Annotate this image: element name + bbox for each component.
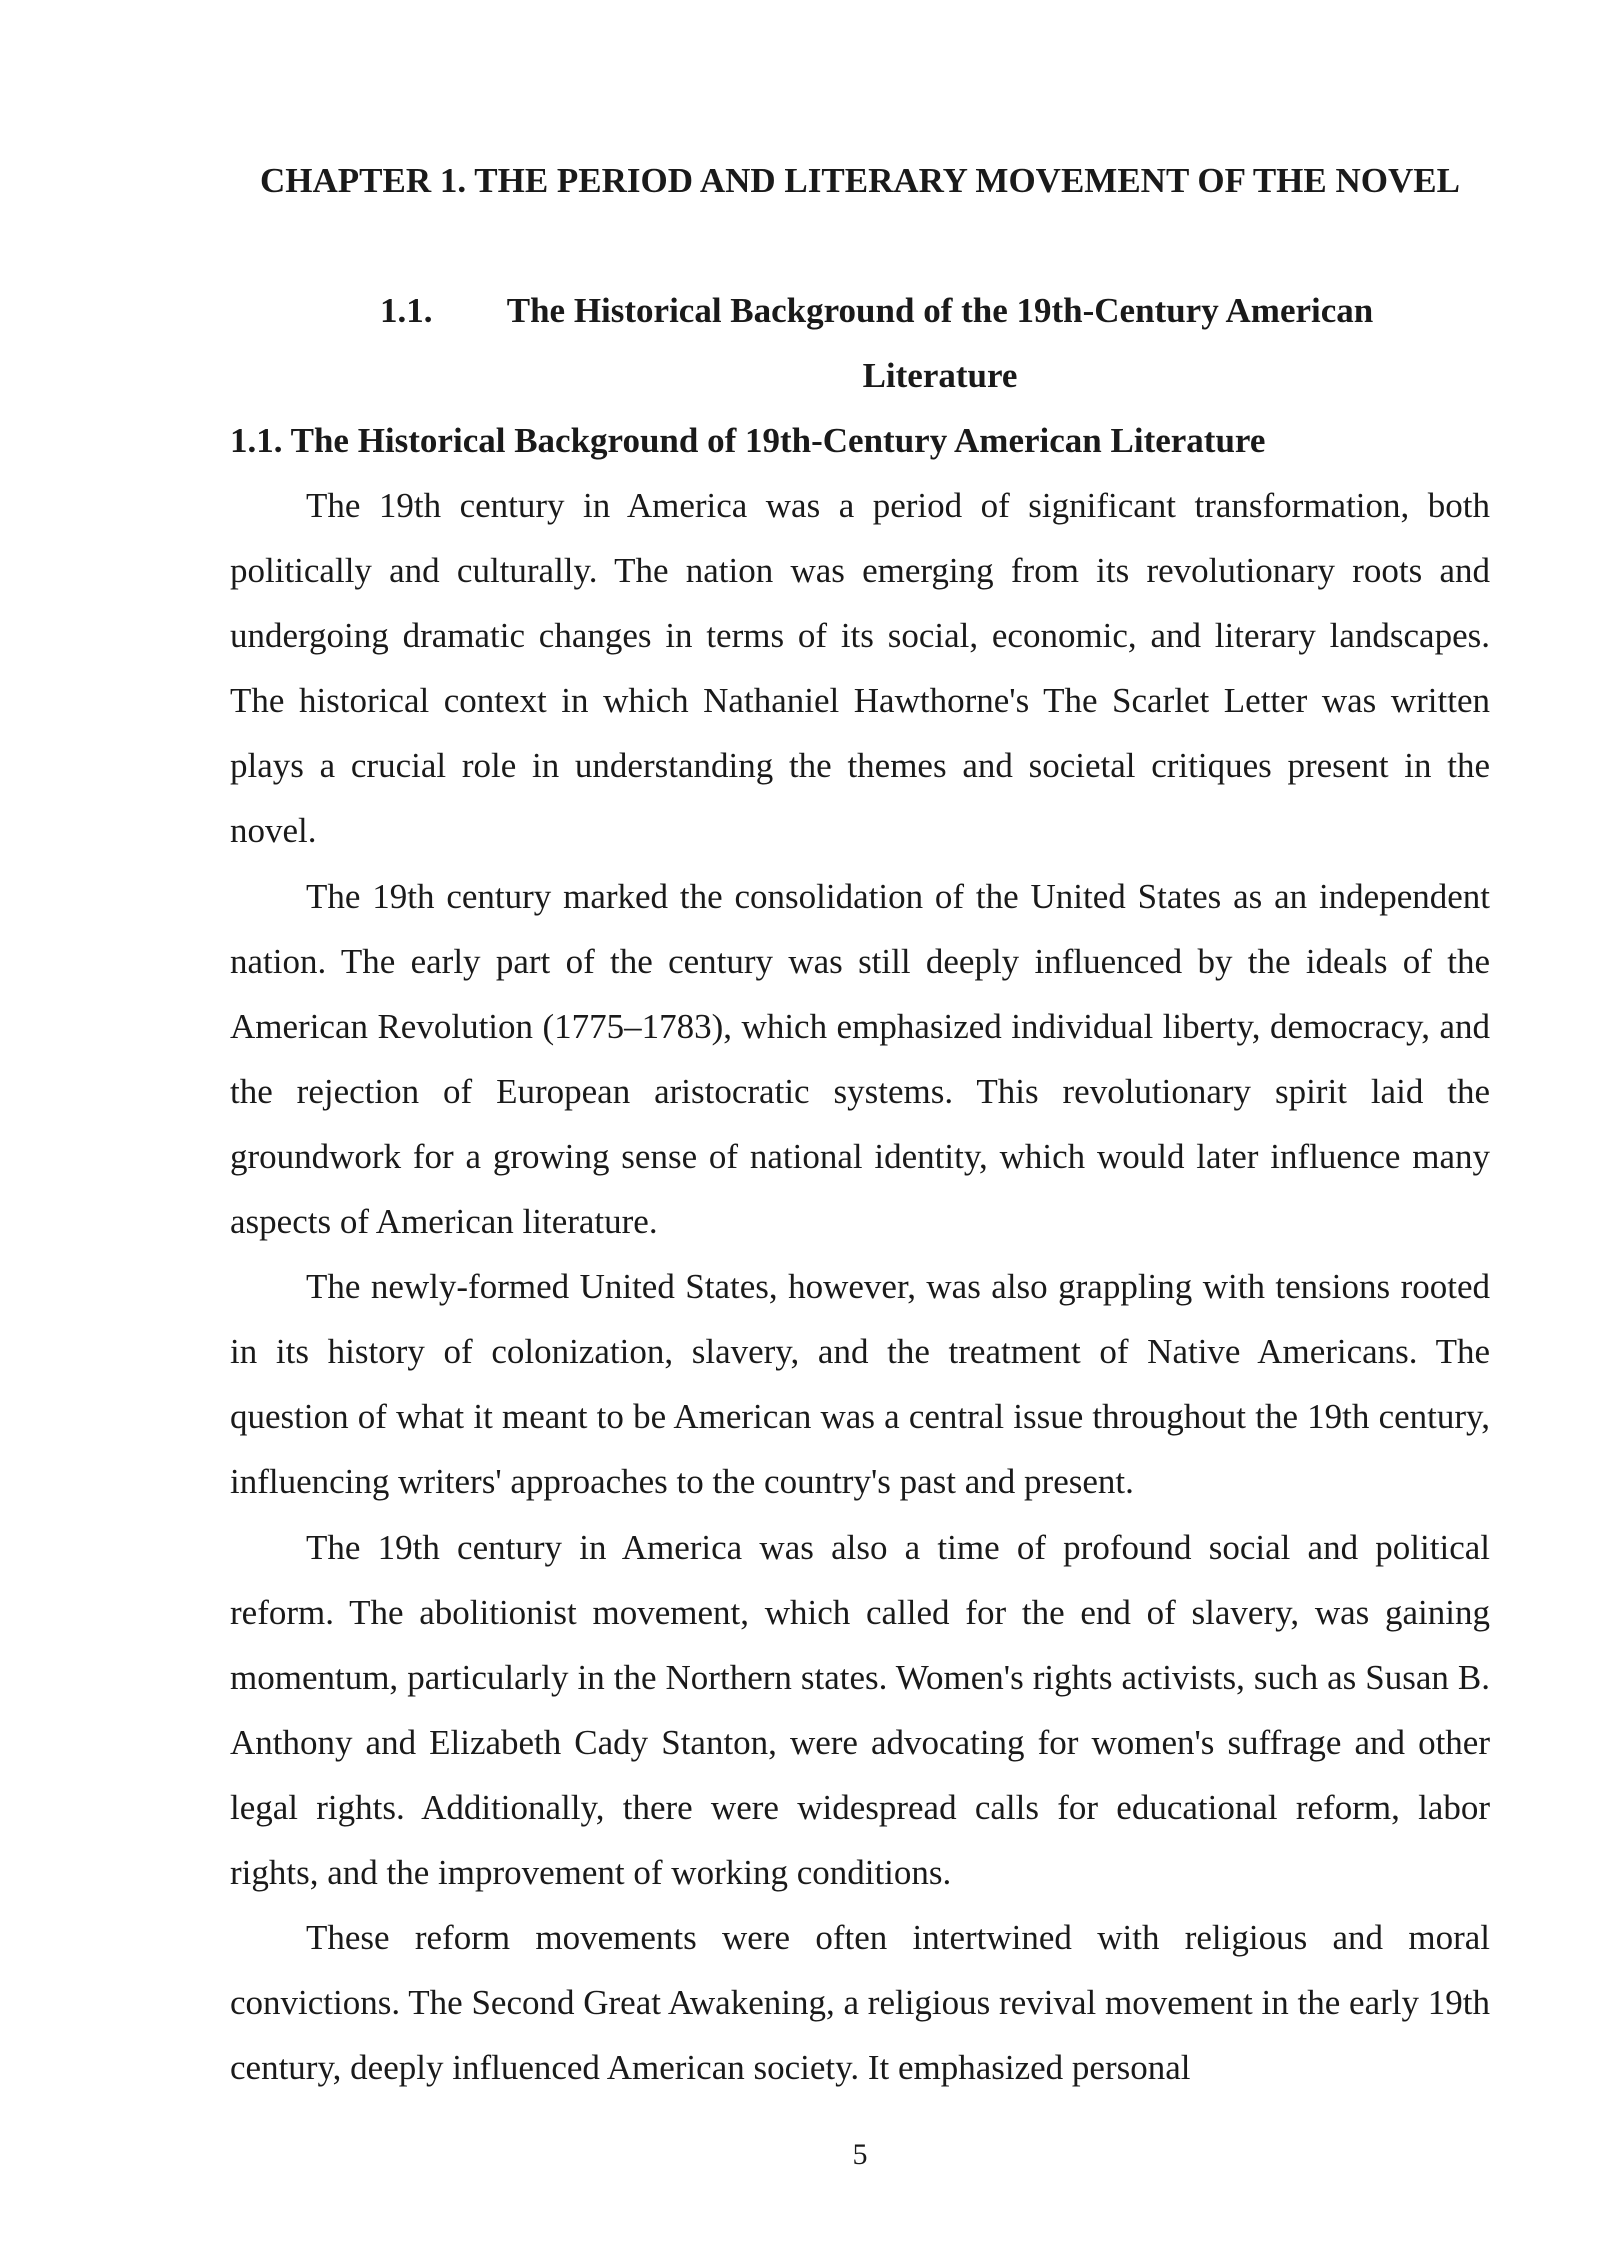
paragraph: The newly-formed United States, however, was also grappling with tensions rooted in its history of colonization, slavery, and the treatment of Native Americans. The question of what it meant to be American was a central issue throughout the 19th century, influencing writers' approaches to the country's past and present.: [230, 1267, 1490, 1502]
body-text: [230, 473, 1490, 2100]
page-number: 5: [852, 2138, 868, 2171]
section-number: 1.1.: [380, 291, 433, 330]
paragraph: The 19th century in America was also a time of profound social and political reform. The abolitionist movement, which called for the end of slavery, was gaining momentum, particularly in the Northern states. Women's rights activists, such as Susan B. Anthony and Elizabeth Cady Stanton, were advocating for women's suffrage and other legal rights. Additionally, there were widespread calls for educational reform, labor rights, and the improvement of working conditions.: [230, 1527, 1490, 1892]
paragraph: The 19th century in America was a period of significant transformation, both politically and culturally. The nation was emerging from its revolutionary roots and undergoing dramatic changes in terms of its social, economic, and literary landscapes. The historical context in which Nathaniel Hawthorne's The Scarlet Letter was written plays a crucial role in understanding the themes and societal critiques present in the novel.: [230, 486, 1490, 851]
paragraph: The 19th century marked the consolidation of the United States as an independent nation. The early part of the century was still deeply influenced by the ideals of the American Revolution (1775–1783), which emphasized individual liberty, democracy, and the rejection of European aristocratic systems. This revolutionary spirit laid the groundwork for a growing sense of national identity, which would later influence many aspects of American literature.: [230, 876, 1490, 1242]
section-heading: 1.1. The Historical Background of 19th-Century American Literature: [230, 421, 1266, 460]
paragraph: These reform movements were often intertwined with religious and moral convictions. The Second Great Awakening, a religious revival movement in the early 19th century, deeply influenced American society. It emphasized personal: [230, 1918, 1490, 2088]
section-title: The Historical Background of the 19th-Century American Literature: [506, 291, 1374, 395]
chapter-title: CHAPTER 1. THE PERIOD AND LITERARY MOVEMENT OF THE NOVEL: [260, 161, 1460, 200]
section-heading-numbered: [380, 278, 1400, 408]
